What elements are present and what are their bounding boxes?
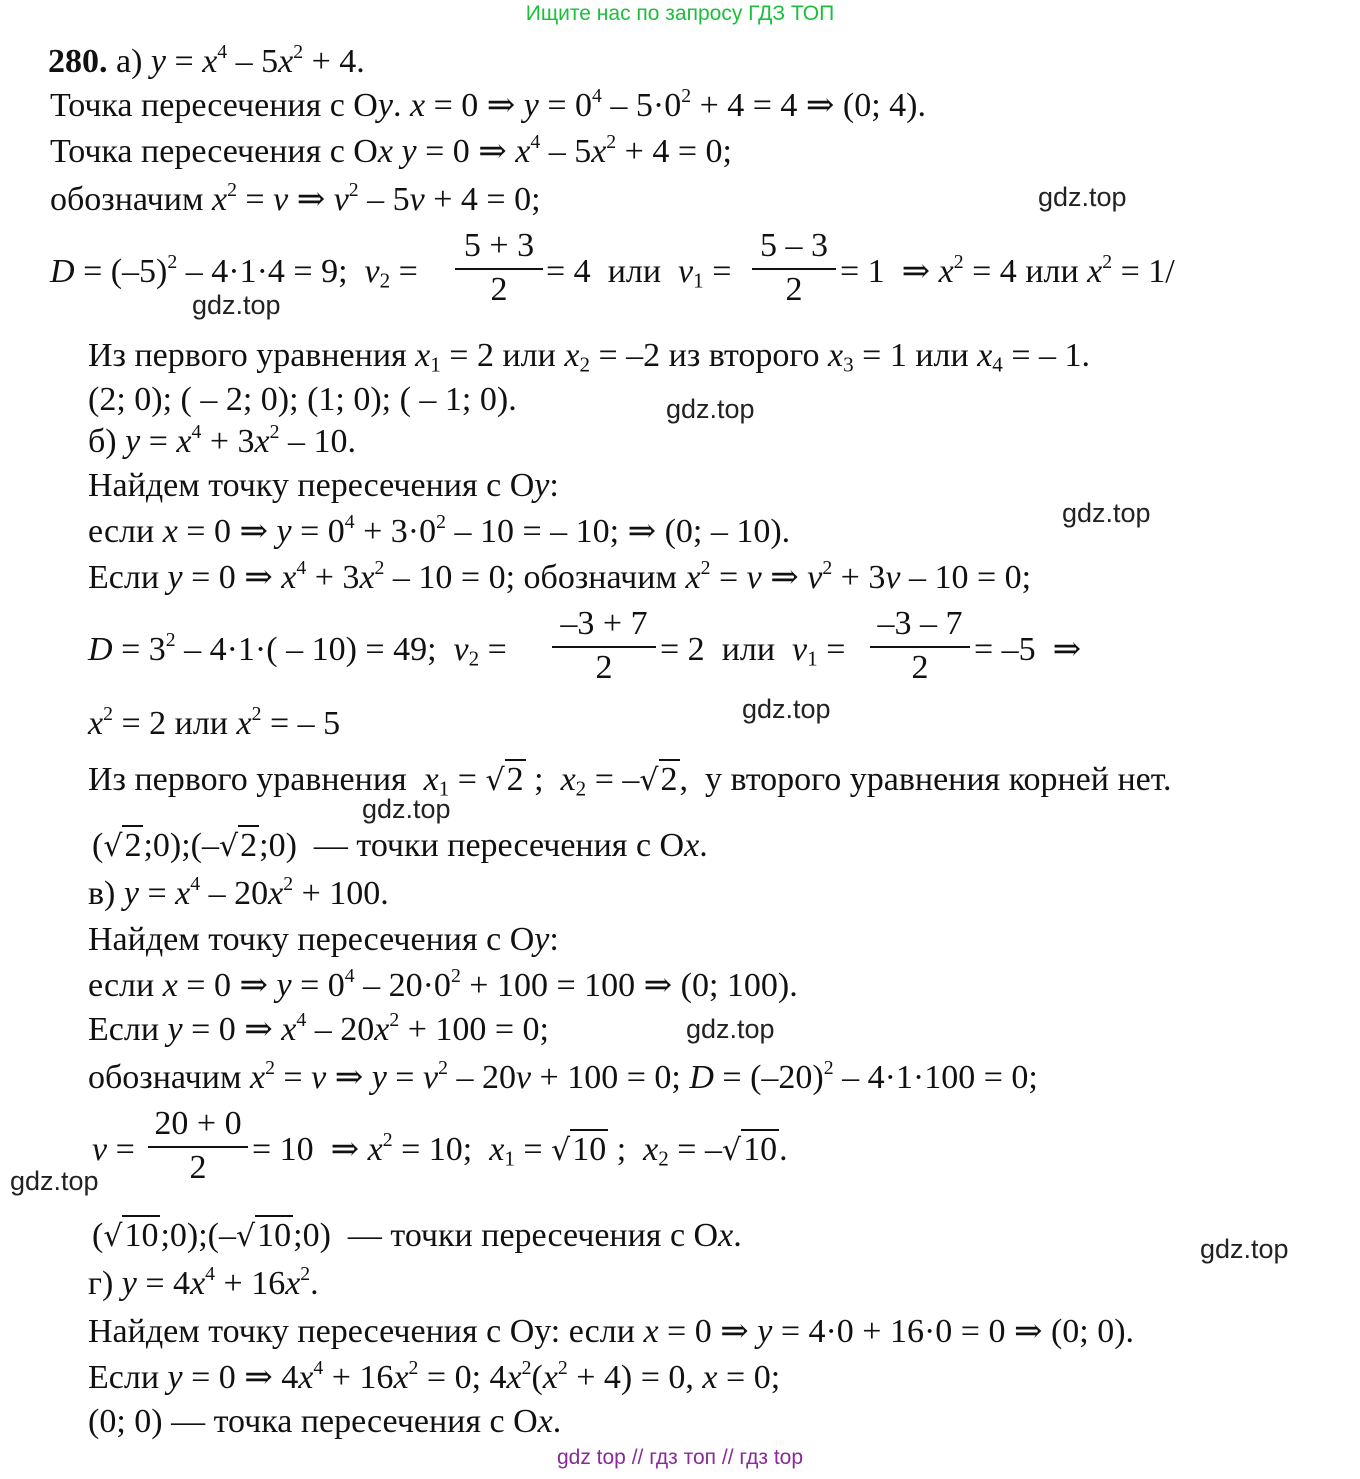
text-cross-ox-b: — точки пересечения с О (313, 827, 685, 864)
task-g-line-3: Если y = 0 ⇒ $4x^4 + 16x^2 = 0$; $4x^2(x^2 + 4) = 0$, x = 0; (88, 1356, 781, 1396)
task-b-line-5b: = 2 или $v_1$ = (660, 631, 846, 671)
task-v-line-1: в) $y = x^4 - 20x^2 + 100$. (88, 872, 389, 912)
fraction-b-v2-den: 2 (595, 649, 613, 686)
or-word: или (1025, 253, 1079, 290)
task-v-line-7: (√10;0);(–√10;0) — точки пересечения с Оx. (92, 1217, 742, 1254)
task-a-line-5b: = 4 или $v_1$ = (546, 253, 732, 293)
watermark: gdz.top (1062, 498, 1151, 528)
fraction-b-v1-den: 2 (911, 649, 929, 686)
task-g-line-4: (0; 0) — точка пересечения с Оx. (88, 1403, 562, 1440)
task-b-line-7: Из первого уравнения $x_1 = √2$ ; $x_2 = -√2$, у второго уравнения корней нет. (88, 761, 1172, 801)
task-v-line-6b: = 10 ⇒ $x^2 = 10$; $x_1 = √10$ ; $x_2 = -√10$. (252, 1128, 788, 1171)
task-b-line-5: $D = 3^2 - 4\cdot 1\cdot( - 10) = 49$; $v_2$ = (88, 628, 507, 671)
task-b-line-4: Если y = 0 ⇒ $x^4 + 3x^2 - 10 = 0$; обозначим $x^2 = v$ ⇒ $v^2 + 3v - 10 = 0$; (88, 556, 1032, 596)
task-v-line-5: обозначим $x^2 = v$ ⇒ $y = v^2 - 20v + 100 = 0$; $D = (-20)^2 - 4\cdot 1\cdot 100 = 0$; (88, 1056, 1038, 1096)
task-v-line-2: Найдем точку пересечения с Оy: (88, 921, 559, 958)
text-b8b: у второго уравнения корней нет. (705, 761, 1172, 798)
or-word: или (502, 337, 556, 374)
fraction-v-v-den: 2 (189, 1149, 207, 1186)
text-find-oy-b: Найдем точку пересечения с О (88, 467, 535, 504)
task-b-line-3: если x = 0 ⇒ $y = 0^4 + 3\cdot 0^2 - 10$ = – 10; ⇒ (0; – 10). (88, 510, 791, 550)
text-a4: обозначим (50, 181, 204, 218)
text-a2: Точка пересечения с О (50, 87, 378, 124)
fraction-v-v (148, 1106, 248, 1186)
text-if-b: если (88, 513, 155, 550)
watermark: gdz.top (686, 1014, 775, 1044)
part-a-label: а) (116, 43, 143, 80)
watermark: gdz.top (1038, 182, 1127, 212)
task-a-line-1: 280. а) $y = x^4 - 5x^2 + 4$. (48, 40, 365, 80)
text-g2: Найдем точку пересечения с Оу: если (88, 1313, 635, 1350)
text-b8: Из первого уравнения (88, 761, 407, 798)
text-a3: Точка пересечения с О (50, 133, 378, 170)
task-a-line-3: Точка пересечения с Оx y = 0 ⇒ $x^4 - 5x^2 + 4 = 0$; (50, 130, 732, 170)
footer-links[interactable]: gdz top // гдз топ // гдз top (556, 1446, 804, 1469)
fraction-a-v1-den: 2 (785, 271, 803, 308)
watermark: gdz.top (362, 794, 451, 824)
task-number: 280. (48, 43, 108, 80)
text-find-oy-v: Найдем точку пересечения с О (88, 921, 535, 958)
fraction-b-v1 (870, 606, 970, 686)
fraction-b-v2 (552, 606, 656, 686)
task-b-line-5c: = –5 ⇒ (974, 631, 1082, 668)
fraction-a-v2 (455, 228, 543, 308)
watermark: gdz.top (666, 394, 755, 424)
watermark: gdz.top (192, 290, 281, 320)
watermark: gdz.top (742, 694, 831, 724)
fraction-a-v1-num: 5 – 3 (760, 227, 828, 264)
fraction-b-v1-num: –3 – 7 (877, 605, 963, 642)
text-if-v: если (88, 967, 155, 1004)
part-b-label: б) (88, 423, 117, 460)
search-banner[interactable]: Ищите нас по запросу ГДЗ ТОП (525, 2, 835, 25)
or-word: или (607, 253, 662, 290)
text-if-upper-v: Если (88, 1011, 160, 1048)
fraction-v-v-num: 20 + 0 (154, 1105, 242, 1142)
fraction-b-v2-num: –3 + 7 (560, 605, 648, 642)
task-v-line-3: если x = 0 ⇒ $y = 0^4 - 20\cdot 0^2 + 100 = 100$ ⇒ (0; 100). (88, 964, 798, 1004)
task-a-line-6: Из первого уравнения $x_1 = 2$ или $x_2 = -2$ из второго $x_3 = 1$ или $x_4$ = – 1. (88, 337, 1091, 377)
task-v-line-6a: v = (92, 1131, 135, 1168)
text-b5b: обозначим (523, 559, 677, 596)
task-v-line-4: Если y = 0 ⇒ $x^4 - 20x^2 + 100 = 0$; (88, 1008, 549, 1048)
fraction-a-v2-num: 5 + 3 (463, 227, 535, 264)
task-a-line-5: $D = (-5)^2 - 4\cdot 1\cdot 4 = 9$; $v_2$ = (50, 250, 418, 293)
fraction-a-v1 (752, 228, 836, 308)
text-cross-ox-v: — точки пересечения с О (347, 1217, 719, 1254)
part-g-label: г) (88, 1265, 114, 1302)
text-if-upper-g: Если (88, 1359, 160, 1396)
task-a-line-4: обозначим $x^2 = v$ ⇒ $v^2 - 5v + 4 = 0$; (50, 178, 541, 218)
task-a-line-2: Точка пересечения с Оy. x = 0 ⇒ $y = 0^4 - 5\cdot 0^2 + 4 = 4$ ⇒ (0; 4). (50, 84, 926, 124)
watermark: gdz.top (10, 1166, 99, 1196)
fraction-a-v2-den: 2 (490, 271, 508, 308)
task-g-line-2: Найдем точку пересечения с Оу: если x = 0 ⇒ y = 4·0 + 16·0 = 0 ⇒ (0; 0). (88, 1313, 1135, 1350)
part-v-label: в) (88, 875, 116, 912)
or-word: или (915, 337, 969, 374)
text-if-upper-b: Если (88, 559, 160, 596)
or-word: или (174, 705, 228, 742)
text-a6: Из первого уравнения (88, 337, 407, 374)
text-v5: обозначим (88, 1059, 242, 1096)
task-a-line-7: (2; 0); ( – 2; 0); (1; 0); ( – 1; 0). (88, 381, 517, 418)
task-b-line-1: б) $y = x^4 + 3x^2 - 10$. (88, 420, 356, 460)
task-b-line-6: $x^2 = 2$ или $x^2$ = – 5 (88, 702, 341, 742)
watermark: gdz.top (1200, 1234, 1289, 1264)
text-g4: — точка пересечения с О (171, 1403, 538, 1440)
or-word: или (721, 631, 776, 668)
text-a6b: из второго (668, 337, 820, 374)
task-b-line-2: Найдем точку пересечения с Оy: (88, 467, 559, 504)
task-a-line-5c: = 1 ⇒ $x^2 = 4$ или $x^2 = 1/$ (840, 250, 1175, 290)
task-b-line-8: (√2;0);(–√2;0) — точки пересечения с Оx. (92, 827, 708, 864)
task-g-line-1: г) $y = 4x^4 + 16x^2$. (88, 1262, 319, 1302)
